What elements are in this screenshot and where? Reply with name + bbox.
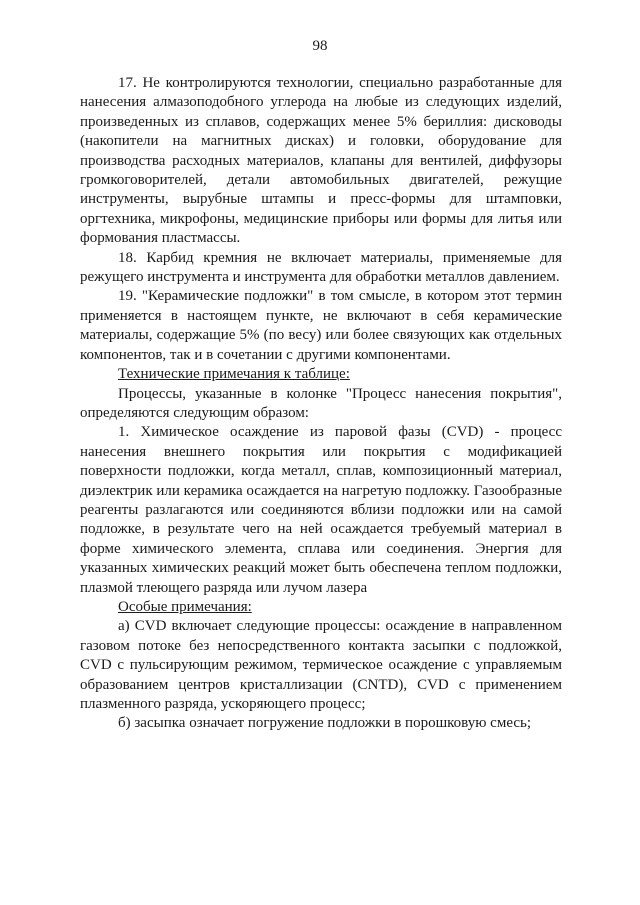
special-notes-heading-text: Особые примечания: xyxy=(118,598,252,615)
technical-notes-heading-text: Технические примечания к таблице: xyxy=(118,366,350,383)
note-a-paragraph: а) CVD включает следующие процессы: осаждение в направленном газовом потоке без непосредственного контакта засыпки с подложкой, CVD с пульсирующим режимом, термическое осаждение с управляемым образованием центров кристаллизации (CNTD), CVD с применением плазменного разряда, ускоряющего процесс; xyxy=(80,618,562,712)
special-notes-heading xyxy=(80,598,562,617)
paragraph-17: 17. Не контролируются технологии, специально разработанные для нанесения алмазоподобного углерода на любые из следующих изделий, произведенных из сплавов, содержащих менее 5% бериллия: дисководы (накопители на магнитных дисках) и головки, оборудование для производства расходных материалов, клапаны для вентилей, диффузоры громкоговорителей, детали автомобильных двигателей, режущие инструменты, вырубные штампы и пресс-формы для штамповки, оргтехника, микрофоны, медицинские приборы или формы для литья или формования пластмассы. xyxy=(80,75,562,247)
technical-notes-heading xyxy=(80,365,562,384)
paragraph-19: 19. "Керамические подложки" в том смысле, в котором этот термин применяется в настоящем пункте, не включают в себя керамические материалы, содержащие 5% (по весу) или более связующих как отдельных компонентов, так и в сочетании с другими компонентами. xyxy=(80,288,562,363)
document-body xyxy=(80,74,562,734)
paragraph-18: 18. Карбид кремния не включает материалы, применяемые для режущего инструмента и инструмента для обработки металлов давлением. xyxy=(80,249,562,286)
note-b-paragraph: б) засыпка означает погружение подложки в порошковую смесь; xyxy=(118,715,532,732)
processes-intro-paragraph: Процессы, указанные в колонке "Процесс нанесения покрытия", определяются следующим образом: xyxy=(80,385,562,421)
cvd-definition-paragraph: 1. Химическое осаждение из паровой фазы (CVD) - процесс нанесения внешнего покрытия или покрытия с модификацией поверхности подложки, когда металл, сплав, композиционный материал, диэлектрик или керамика осаждается на нагретую подложку. Газообразные реагенты разлагаются или соединяются вблизи подложки или на самой подложке, в результате чего на ней осаждается требуемый материал в форме химического элемента, сплава или соединения. Энергия для указанных химических реакций может быть обеспечена теплом подложки, плазмой тлеющего разряда или лучом лазера xyxy=(80,424,562,596)
page-number: 98 xyxy=(312,38,328,54)
